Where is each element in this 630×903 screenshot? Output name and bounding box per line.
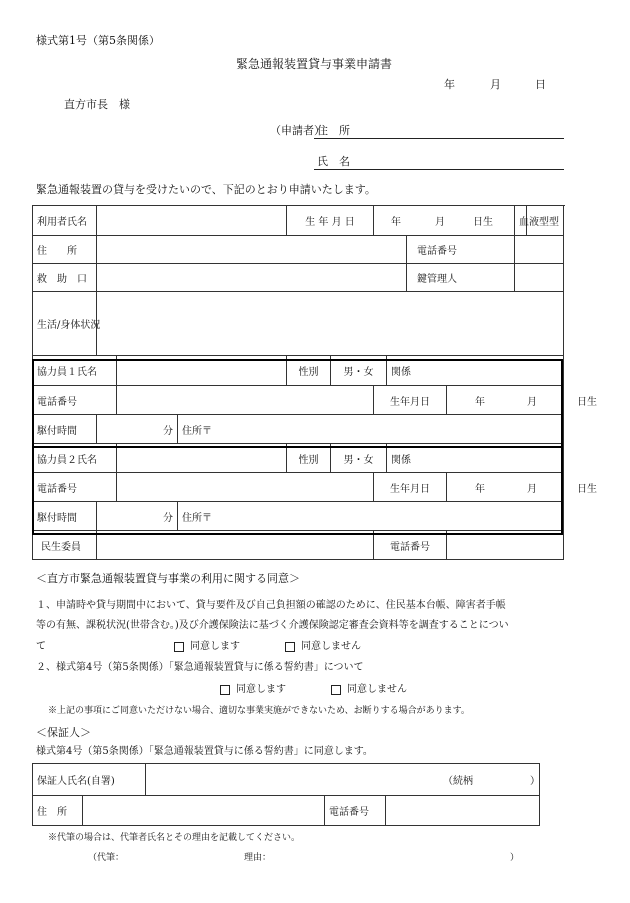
- cooperator1-relation-label: 関係: [391, 367, 412, 378]
- guarantor-relation-open: （続柄: [443, 776, 473, 787]
- cooperator2-address-label: 住所〒: [182, 512, 212, 524]
- consent2-disagree-option[interactable]: [331, 684, 407, 696]
- welfare-label: 民生委員: [33, 531, 97, 560]
- cooperator1-phone-label: 電話番号: [33, 386, 117, 415]
- date-day-label: 日: [535, 78, 546, 91]
- date-year-label: 年: [444, 78, 455, 91]
- guarantor-heading: ＜保証人＞: [36, 726, 91, 739]
- welfare-name-field[interactable]: [97, 531, 374, 560]
- welfare-phone-label: 電話番号: [374, 531, 447, 560]
- cooperator2-time-field[interactable]: [97, 502, 178, 531]
- cooperator2-name-field[interactable]: [117, 444, 287, 473]
- key-manager-field[interactable]: [515, 264, 564, 292]
- consent1-disagree-checkbox[interactable]: [285, 642, 295, 652]
- cooperator1-minutes-unit: 分: [163, 425, 173, 437]
- cooperator1-time-field[interactable]: [97, 415, 178, 444]
- intro-text: 緊急通報装置の貸与を受けたいので、下記のとおり申請いたします。: [36, 183, 376, 196]
- user-phone-field[interactable]: [515, 236, 564, 264]
- blood-type-unit: 型: [549, 217, 560, 228]
- applicant-address-line[interactable]: [314, 138, 564, 139]
- cooperator1-gender-label: 性別: [287, 356, 331, 386]
- cooperator2-phone-label: 電話番号: [33, 473, 117, 502]
- consent1-disagree-option[interactable]: [285, 641, 361, 653]
- life-status-label: 生活/身体状況: [33, 292, 97, 356]
- consent1-agree-checkbox[interactable]: [174, 642, 184, 652]
- user-birth-label: 生 年 月 日: [287, 206, 374, 236]
- user-birth-field[interactable]: [374, 206, 515, 236]
- guarantor-phone-label: 電話番号: [325, 796, 386, 826]
- welfare-phone-field[interactable]: [447, 531, 564, 560]
- cooperator2-birth-year: 年: [475, 483, 486, 495]
- consent-note: ※上記の事項にご同意いただけない場合、適切な事業実施ができないため、お断りする場合があります。: [48, 706, 470, 716]
- blood-type-label: 血液型: [515, 206, 527, 236]
- cooperator1-birth-day: 日生: [577, 396, 598, 408]
- guarantor-statement: 様式第4号（第5条関係）「緊急通報装置貸与に係る誓約書」に同意します。: [36, 746, 373, 757]
- consent1-agree-option[interactable]: [174, 641, 240, 653]
- user-phone-label: 電話番号: [407, 236, 515, 264]
- proxy-label: （代筆：: [88, 853, 125, 863]
- proxy-note: ※代筆の場合は、代筆者氏名とその理由を記載してください。: [48, 833, 301, 843]
- cooperator2-birth-label: 生年月日: [374, 473, 447, 502]
- cooperator1-birth-label: 生年月日: [374, 386, 447, 415]
- guarantor-name-field[interactable]: [146, 764, 540, 796]
- user-name-label: 利用者氏名: [33, 206, 97, 236]
- user-name-field[interactable]: [97, 206, 287, 236]
- user-address-field[interactable]: [97, 236, 407, 264]
- consent-item1-line2: 等の有無、課税状況(世帯含む。)及び介護保険法に基づく介護保険認定審査会資料等を調査することについ: [36, 620, 509, 631]
- consent1-disagree-label: 同意しません: [301, 641, 361, 652]
- cooperator1-gender-options[interactable]: 男・女: [331, 356, 387, 386]
- user-birth-month: 月: [435, 217, 446, 228]
- proxy-reason-label: 理由：: [244, 853, 272, 863]
- guarantor-address-field[interactable]: [83, 796, 325, 826]
- cooperator2-address-field[interactable]: [178, 502, 564, 531]
- cooperator1-time-label: 駆付時間: [33, 415, 97, 444]
- consent2-agree-checkbox[interactable]: [220, 685, 230, 695]
- consent2-disagree-checkbox[interactable]: [331, 685, 341, 695]
- cooperator2-gender-label: 性別: [287, 444, 331, 473]
- consent2-agree-label: 同意します: [236, 684, 286, 695]
- application-table: [32, 205, 598, 560]
- cooperator2-time-label: 駆付時間: [33, 502, 97, 531]
- cooperator1-birth-month: 月: [527, 396, 538, 408]
- cooperator1-birth-field[interactable]: [447, 386, 598, 415]
- cooperator2-minutes-unit: 分: [163, 512, 173, 524]
- consent-item2: ２、様式第4号（第5条関係）「緊急通報装置貸与に係る誓約書」について: [36, 662, 364, 673]
- user-birth-year: 年: [391, 217, 402, 228]
- consent-item1-line3: て: [36, 641, 46, 652]
- user-address-label: 住 所: [33, 236, 97, 264]
- addressee: 直方市長 様: [64, 98, 130, 111]
- user-birth-day: 日生: [473, 217, 494, 228]
- guarantor-address-label: 住 所: [33, 796, 83, 826]
- applicant-name-line[interactable]: [314, 169, 564, 170]
- cooperator1-name-field[interactable]: [117, 356, 287, 386]
- guarantor-relation-close: ）: [530, 776, 540, 787]
- form-number: 様式第1号（第5条関係）: [36, 34, 160, 47]
- applicant-label: （申請者）: [270, 124, 325, 137]
- consent-heading: ＜直方市緊急通報装置貸与事業の利用に関する同意＞: [36, 572, 300, 585]
- cooperator2-phone-field[interactable]: [117, 473, 374, 502]
- consent-item1-line1: １、申請時や貸与期間中において、貸与要件及び自己負担額の確認のために、住民基本台帳、障害者手帳: [36, 600, 506, 611]
- cooperator2-birth-month: 月: [527, 483, 538, 495]
- life-status-field[interactable]: [97, 292, 564, 356]
- rescue-exit-label: 救 助 口: [33, 264, 97, 292]
- rescue-exit-field[interactable]: [97, 264, 407, 292]
- applicant-address-label: 住 所: [317, 124, 350, 137]
- page-title: 緊急通報装置貸与事業申請書: [236, 57, 393, 71]
- key-manager-label: 鍵管理人: [407, 264, 515, 292]
- consent1-agree-label: 同意します: [190, 641, 240, 652]
- cooperator2-name-label: 協力員２氏名: [33, 444, 117, 473]
- cooperator1-name-label: 協力員１氏名: [33, 356, 117, 386]
- applicant-name-label: 氏 名: [317, 155, 350, 168]
- cooperator1-address-label: 住所〒: [182, 425, 212, 437]
- cooperator2-birth-field[interactable]: [447, 473, 598, 502]
- cooperator2-relation-field[interactable]: [387, 444, 564, 473]
- date-month-label: 月: [490, 78, 501, 91]
- guarantor-table: [32, 763, 540, 826]
- cooperator2-birth-day: 日生: [577, 483, 598, 495]
- cooperator1-relation-field[interactable]: [387, 356, 564, 386]
- cooperator1-phone-field[interactable]: [117, 386, 374, 415]
- guarantor-name-label: 保証人氏名(自署): [33, 764, 146, 796]
- cooperator2-gender-options[interactable]: 男・女: [331, 444, 387, 473]
- proxy-close: ）: [510, 853, 520, 863]
- cooperator1-address-field[interactable]: [178, 415, 564, 444]
- cooperator2-relation-label: 関係: [391, 454, 412, 466]
- consent2-disagree-label: 同意しません: [347, 684, 407, 695]
- guarantor-phone-field[interactable]: [386, 796, 540, 826]
- consent2-agree-option[interactable]: [220, 684, 286, 696]
- cooperator1-birth-year: 年: [475, 396, 486, 408]
